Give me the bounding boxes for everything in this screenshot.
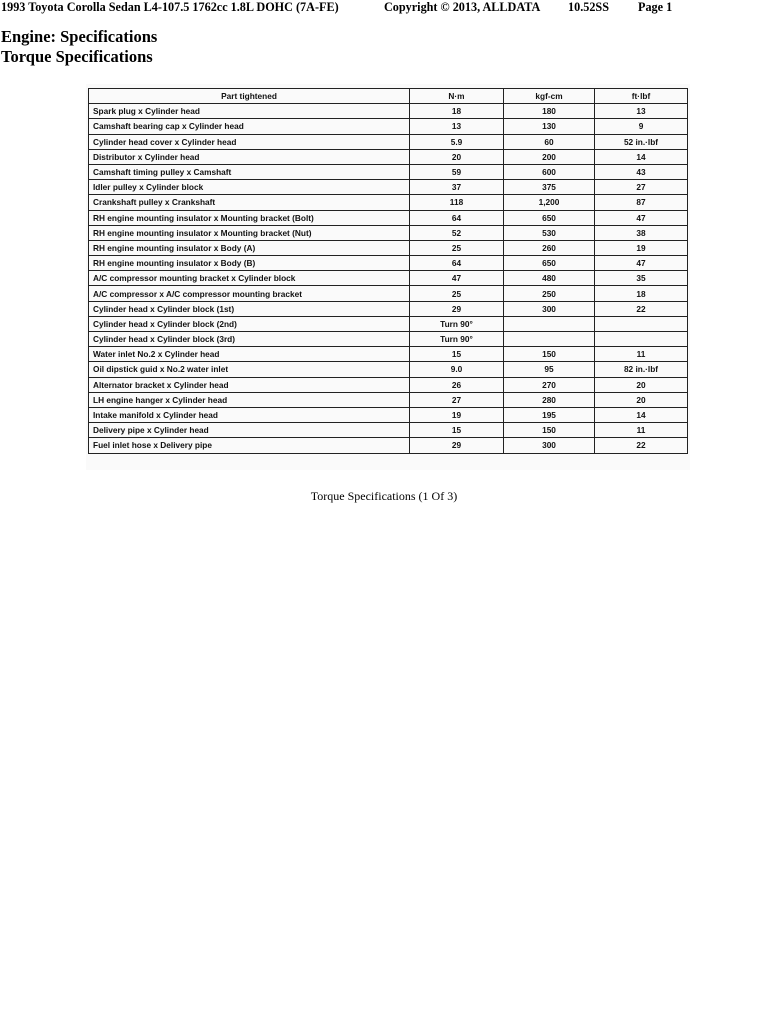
cell-part: Oil dipstick guid x No.2 water inlet — [89, 362, 410, 377]
cell-part: A/C compressor x A/C compressor mounting bracket — [89, 286, 410, 301]
table-row — [89, 225, 688, 240]
cell-ftlbf: 52 in.·lbf — [595, 134, 688, 149]
table-row — [89, 392, 688, 407]
cell-part: Camshaft timing pulley x Camshaft — [89, 164, 410, 179]
cell-part: Idler pulley x Cylinder block — [89, 180, 410, 195]
cell-ftlbf — [595, 316, 688, 331]
table-row — [89, 286, 688, 301]
column-header-kgfcm: kgf-cm — [504, 89, 595, 104]
copyright-notice: Copyright © 2013, ALLDATA — [384, 0, 541, 14]
table-caption: Torque Specifications (1 Of 3) — [310, 489, 458, 503]
cell-kgfcm: 300 — [504, 438, 595, 453]
cell-part: Spark plug x Cylinder head — [89, 104, 410, 119]
cell-kgfcm: 375 — [504, 180, 595, 195]
cell-nm: 29 — [410, 438, 504, 453]
cell-kgfcm: 260 — [504, 240, 595, 255]
table-row — [89, 134, 688, 149]
page-header — [0, 0, 768, 16]
table-row — [89, 164, 688, 179]
cell-part: Intake manifold x Cylinder head — [89, 407, 410, 422]
torque-spec-table — [88, 88, 688, 454]
cell-kgfcm: 530 — [504, 225, 595, 240]
cell-kgfcm: 1,200 — [504, 195, 595, 210]
cell-kgfcm: 270 — [504, 377, 595, 392]
cell-nm: 15 — [410, 347, 504, 362]
cell-ftlbf: 22 — [595, 438, 688, 453]
table-row — [89, 407, 688, 422]
cell-ftlbf: 22 — [595, 301, 688, 316]
table-row — [89, 301, 688, 316]
cell-nm: 59 — [410, 164, 504, 179]
table-row — [89, 362, 688, 377]
table-row — [89, 180, 688, 195]
cell-nm: 118 — [410, 195, 504, 210]
cell-ftlbf: 47 — [595, 210, 688, 225]
cell-ftlbf — [595, 332, 688, 347]
cell-nm: 47 — [410, 271, 504, 286]
cell-nm: 25 — [410, 286, 504, 301]
cell-part: Cylinder head x Cylinder block (1st) — [89, 301, 410, 316]
cell-ftlbf: 18 — [595, 286, 688, 301]
table-row — [89, 377, 688, 392]
subsection-title: Torque Specifications — [1, 47, 153, 66]
cell-kgfcm: 195 — [504, 407, 595, 422]
cell-ftlbf: 14 — [595, 407, 688, 422]
cell-nm: 13 — [410, 119, 504, 134]
page-number: Page 1 — [638, 0, 673, 14]
table-body — [89, 104, 688, 453]
column-header-ftlbf: ft·lbf — [595, 89, 688, 104]
cell-ftlbf: 13 — [595, 104, 688, 119]
cell-nm: 15 — [410, 423, 504, 438]
cell-kgfcm: 300 — [504, 301, 595, 316]
cell-nm: 52 — [410, 225, 504, 240]
cell-kgfcm: 600 — [504, 164, 595, 179]
cell-part: Distributor x Cylinder head — [89, 149, 410, 164]
cell-ftlbf: 19 — [595, 240, 688, 255]
cell-ftlbf: 38 — [595, 225, 688, 240]
cell-kgfcm: 280 — [504, 392, 595, 407]
cell-nm: 29 — [410, 301, 504, 316]
cell-kgfcm — [504, 316, 595, 331]
table-row — [89, 423, 688, 438]
cell-kgfcm: 95 — [504, 362, 595, 377]
cell-ftlbf: 9 — [595, 119, 688, 134]
cell-part: Fuel inlet hose x Delivery pipe — [89, 438, 410, 453]
cell-nm: 27 — [410, 392, 504, 407]
cell-nm: 37 — [410, 180, 504, 195]
cell-part: Cylinder head x Cylinder block (3rd) — [89, 332, 410, 347]
cell-part: LH engine hanger x Cylinder head — [89, 392, 410, 407]
cell-kgfcm: 650 — [504, 256, 595, 271]
cell-nm: 18 — [410, 104, 504, 119]
table-header-row — [89, 89, 688, 104]
cell-part: Delivery pipe x Cylinder head — [89, 423, 410, 438]
cell-ftlbf: 43 — [595, 164, 688, 179]
cell-part: Cylinder head x Cylinder block (2nd) — [89, 316, 410, 331]
cell-ftlbf: 35 — [595, 271, 688, 286]
cell-part: A/C compressor mounting bracket x Cylinder block — [89, 271, 410, 286]
cell-kgfcm: 150 — [504, 347, 595, 362]
cell-nm: 19 — [410, 407, 504, 422]
vehicle-info: 1993 Toyota Corolla Sedan L4-107.5 1762cc 1.8L DOHC (7A-FE) — [1, 0, 339, 14]
cell-nm: 64 — [410, 210, 504, 225]
table-row — [89, 332, 688, 347]
column-header-nm: N·m — [410, 89, 504, 104]
cell-nm: 9.0 — [410, 362, 504, 377]
cell-nm: 26 — [410, 377, 504, 392]
column-header-part: Part tightened — [89, 89, 410, 104]
table-row — [89, 119, 688, 134]
cell-kgfcm — [504, 332, 595, 347]
cell-ftlbf: 11 — [595, 423, 688, 438]
table-row — [89, 240, 688, 255]
cell-part: RH engine mounting insulator x Mounting bracket (Bolt) — [89, 210, 410, 225]
cell-kgfcm: 650 — [504, 210, 595, 225]
cell-part: RH engine mounting insulator x Body (B) — [89, 256, 410, 271]
cell-kgfcm: 250 — [504, 286, 595, 301]
cell-part: Camshaft bearing cap x Cylinder head — [89, 119, 410, 134]
cell-ftlbf: 82 in.·lbf — [595, 362, 688, 377]
cell-kgfcm: 180 — [504, 104, 595, 119]
table-row — [89, 256, 688, 271]
cell-ftlbf: 27 — [595, 180, 688, 195]
cell-part: Water inlet No.2 x Cylinder head — [89, 347, 410, 362]
cell-kgfcm: 150 — [504, 423, 595, 438]
cell-nm: 25 — [410, 240, 504, 255]
cell-ftlbf: 47 — [595, 256, 688, 271]
cell-part: Crankshaft pulley x Crankshaft — [89, 195, 410, 210]
cell-kgfcm: 200 — [504, 149, 595, 164]
cell-nm: 64 — [410, 256, 504, 271]
table-row — [89, 347, 688, 362]
cell-part: RH engine mounting insulator x Mounting bracket (Nut) — [89, 225, 410, 240]
table-row — [89, 149, 688, 164]
table-row — [89, 104, 688, 119]
table-row — [89, 195, 688, 210]
table-row — [89, 210, 688, 225]
cell-nm: Turn 90° — [410, 332, 504, 347]
cell-kgfcm: 130 — [504, 119, 595, 134]
version-code: 10.52SS — [568, 0, 609, 14]
cell-ftlbf: 14 — [595, 149, 688, 164]
cell-ftlbf: 20 — [595, 377, 688, 392]
cell-nm: 20 — [410, 149, 504, 164]
cell-part: Alternator bracket x Cylinder head — [89, 377, 410, 392]
cell-kgfcm: 480 — [504, 271, 595, 286]
cell-kgfcm: 60 — [504, 134, 595, 149]
cell-part: Cylinder head cover x Cylinder head — [89, 134, 410, 149]
cell-part: RH engine mounting insulator x Body (A) — [89, 240, 410, 255]
cell-nm: Turn 90° — [410, 316, 504, 331]
section-title: Engine: Specifications — [1, 27, 158, 46]
table-row — [89, 438, 688, 453]
cell-ftlbf: 87 — [595, 195, 688, 210]
cell-ftlbf: 20 — [595, 392, 688, 407]
cell-ftlbf: 11 — [595, 347, 688, 362]
cell-nm: 5.9 — [410, 134, 504, 149]
table-row — [89, 316, 688, 331]
table-row — [89, 271, 688, 286]
